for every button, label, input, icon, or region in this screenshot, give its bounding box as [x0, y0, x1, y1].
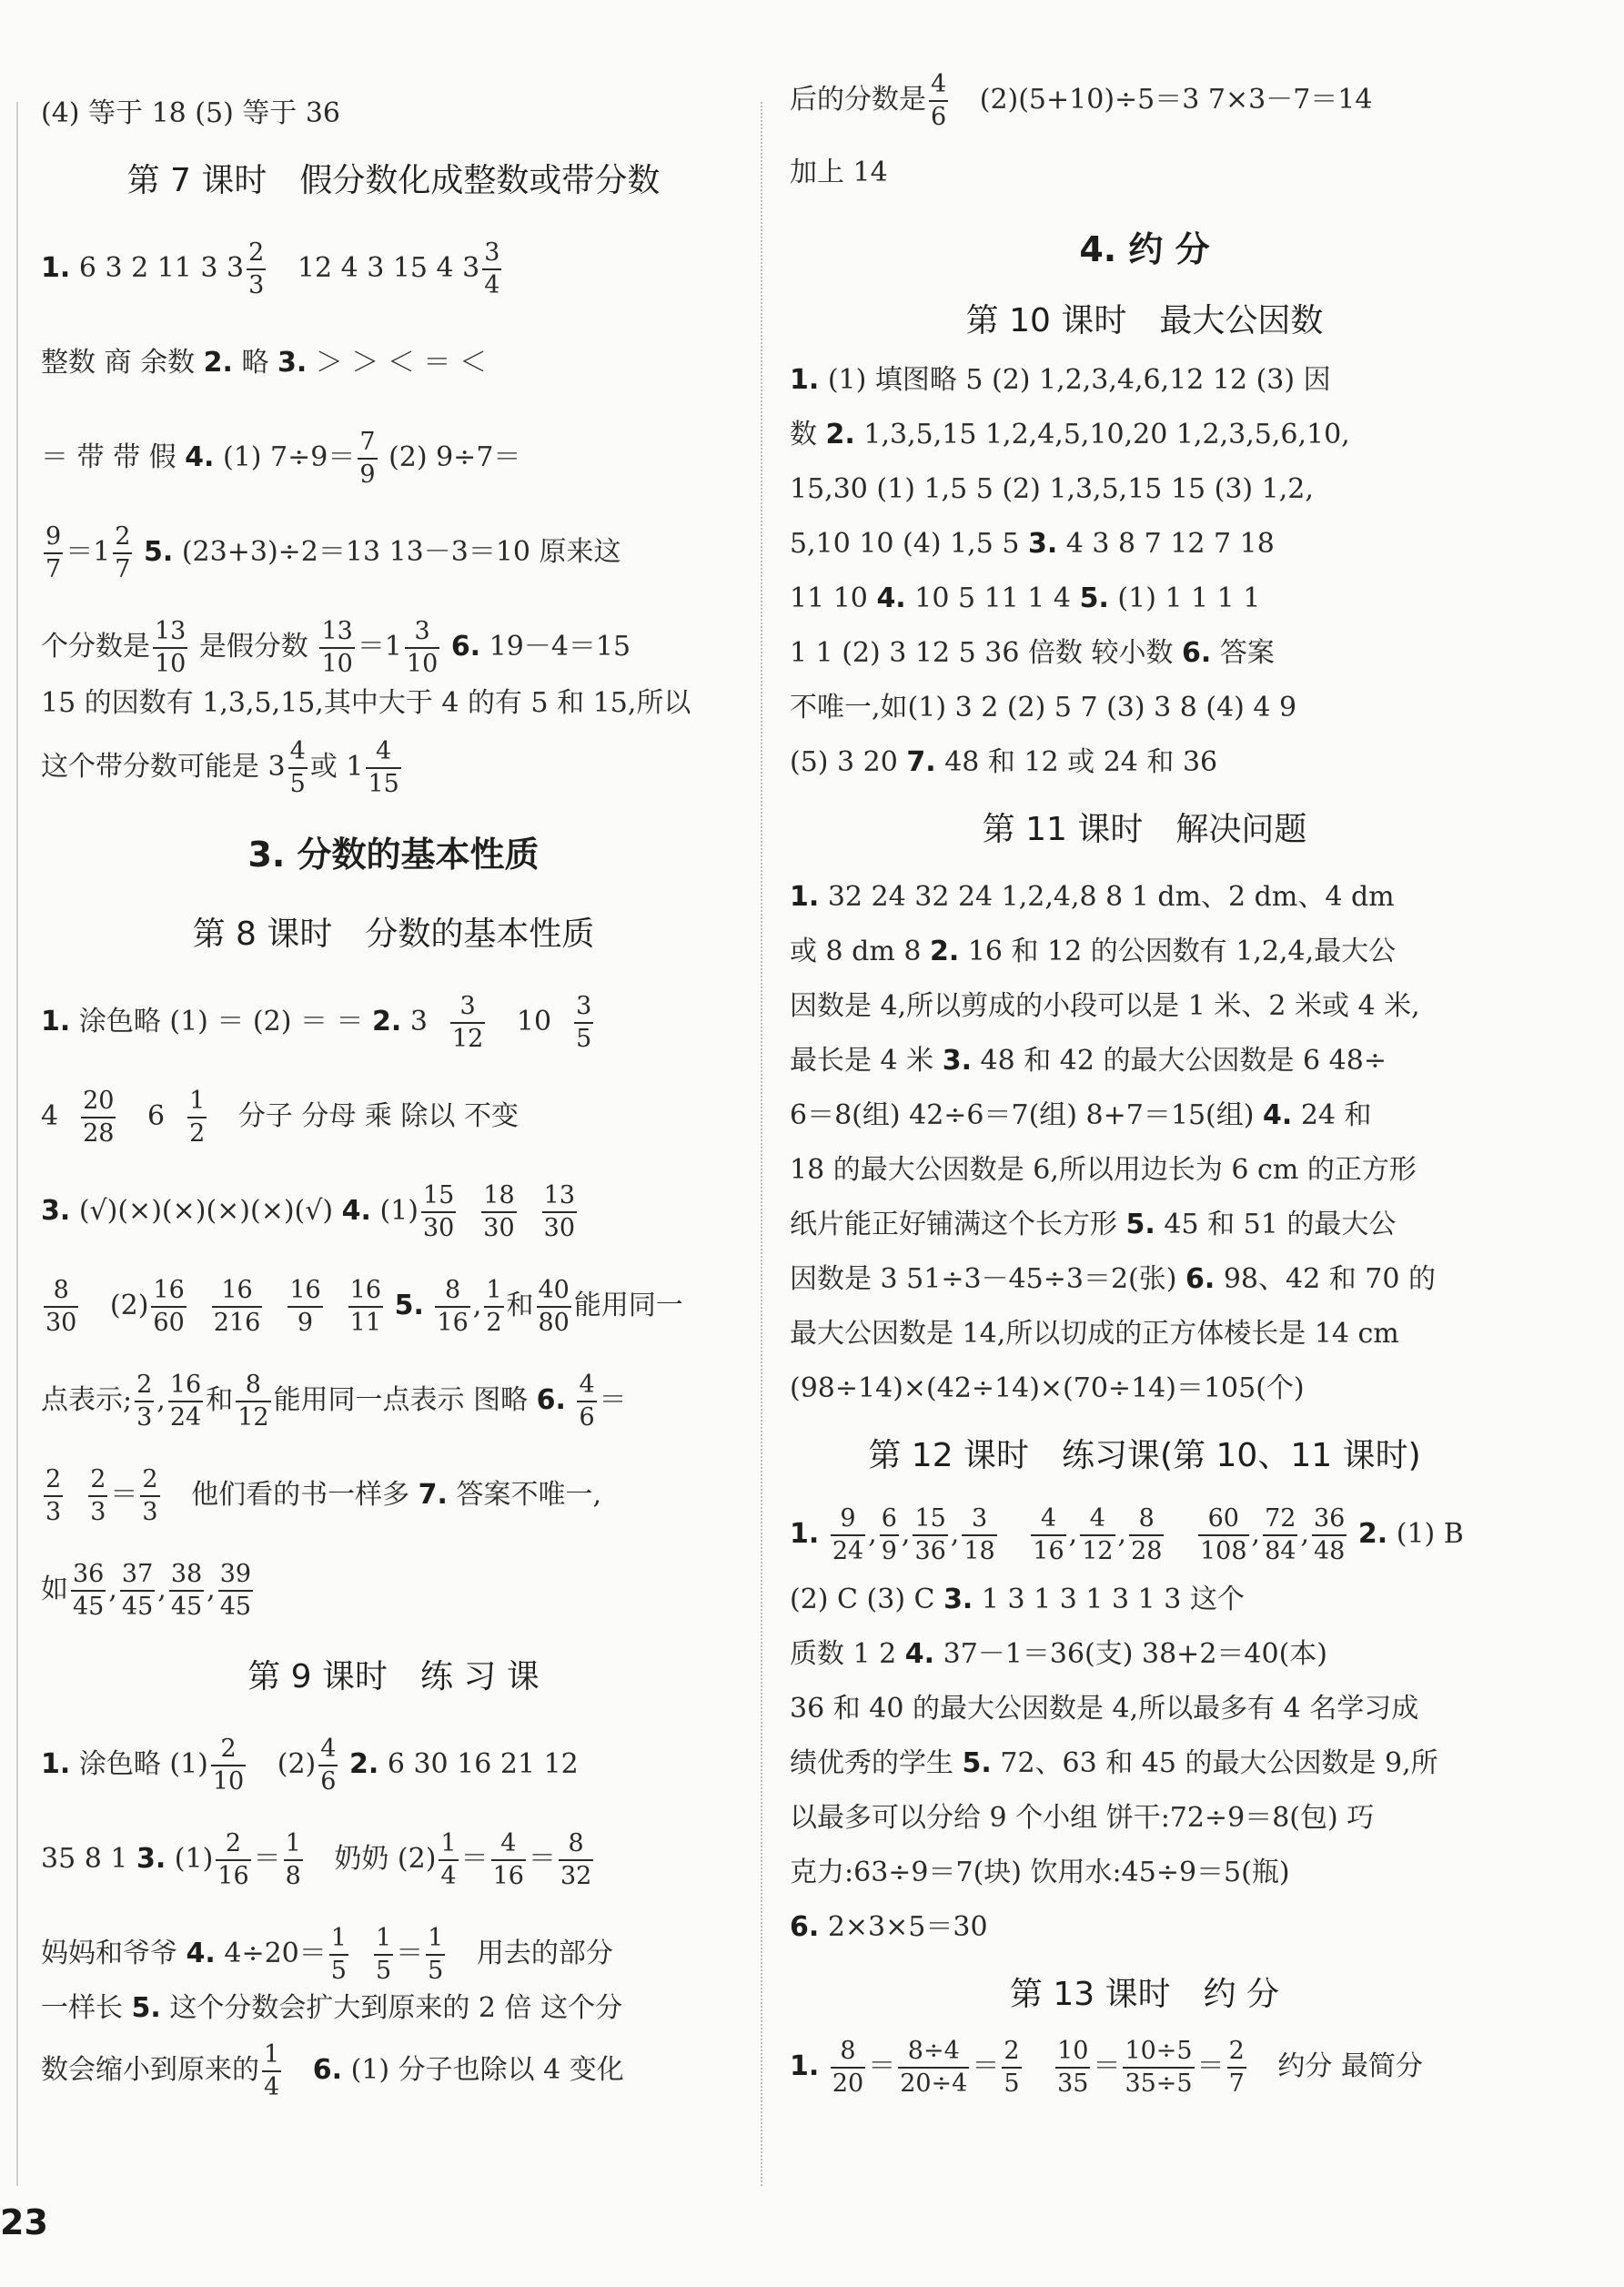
answer-text: 最大公因数是 14,所以切成的正方体棱长是 14 cm — [790, 1318, 1399, 1350]
fraction: $\frac{8\div 4}{20\div 4}$ — [900, 2037, 968, 2098]
answer-text: 整数 商 余数 — [41, 347, 196, 379]
answer-text: 因数是 4,所以剪成的小段可以是 1 米、2 米或 4 米, — [790, 990, 1420, 1022]
answer-text: 涂色略 (1) ＝ (2) ＝ ＝ — [78, 1006, 364, 1037]
fraction: $\frac{16}{24}$ — [169, 1371, 202, 1432]
fraction: $\frac{2}{3}$ — [248, 238, 265, 299]
fraction: $\frac{2}{3}$ — [45, 1465, 62, 1526]
fraction: $\frac{1}{5}$ — [330, 1924, 347, 1985]
fraction: $\frac{13}{10}$ — [155, 617, 187, 678]
answer-text: 10 — [516, 1006, 552, 1037]
answer-text: 24 和 — [1300, 1099, 1372, 1131]
fraction: $\frac{37}{45}$ — [121, 1560, 154, 1621]
item-number: 6. — [450, 631, 481, 663]
fraction: $\frac{2}{7}$ — [115, 522, 131, 583]
left-column — [41, 86, 746, 2118]
answer-text: 分子 分母 乘 除以 不变 — [237, 1100, 519, 1132]
fraction: $\frac{18}{30}$ — [483, 1181, 515, 1242]
item-number: 2. — [203, 347, 233, 379]
fraction: $\frac{1}{2}$ — [189, 1087, 206, 1148]
answer-text: 一样长 — [41, 1992, 123, 2024]
answer-text: 6 30 16 21 12 — [387, 1748, 579, 1780]
fraction: $\frac{38}{45}$ — [170, 1560, 203, 1621]
fraction: $\frac{36}{45}$ — [73, 1560, 105, 1621]
item-number: 2. — [349, 1748, 379, 1780]
item-number: 5. — [131, 1992, 161, 2024]
answer-text: 克力:63÷9＝7(块) 饮用水:45÷9＝5(瓶) — [790, 1857, 1290, 1888]
fraction: $\frac{39}{45}$ — [219, 1560, 252, 1621]
answer-text: (1) 填图略 5 (2) 1,2,3,4,6,12 12 (3) 因 — [827, 364, 1331, 396]
fraction: $\frac{8}{28}$ — [1131, 1504, 1163, 1565]
fraction: $\frac{2}{3}$ — [142, 1465, 158, 1526]
item-number: 2. — [1357, 1518, 1388, 1550]
answer-text: 约分 最简分 — [1277, 2050, 1423, 2082]
item-number: 5. — [962, 1747, 992, 1779]
fraction: $\frac{3}{5}$ — [576, 992, 592, 1053]
answer-text: (2) — [277, 1748, 317, 1780]
fraction: $\frac{15}{36}$ — [914, 1504, 946, 1565]
answer-text: (1) B — [1396, 1518, 1464, 1550]
fraction: $\frac{2}{7}$ — [1228, 2037, 1245, 2098]
fraction: $\frac{6}{9}$ — [881, 1504, 897, 1565]
fraction: $\frac{1}{4}$ — [440, 1829, 457, 1890]
left-margin-rule — [16, 102, 18, 2186]
answer-text: (2) C (3) C — [790, 1584, 935, 1615]
answer-text: (2)(5+10)÷5＝3 7×3－7＝14 — [979, 84, 1373, 116]
item-number: 4. — [1263, 1099, 1293, 1131]
answer-text: (1) 7÷9＝ — [222, 441, 356, 473]
item-number: 6. — [1185, 1263, 1215, 1295]
fraction: $\frac{15}{30}$ — [422, 1181, 455, 1242]
item-number: 3. — [943, 1584, 973, 1615]
answer-text: 能用同一点表示 图略 — [273, 1384, 529, 1416]
answer-text: 15 的因数有 1,3,5,15,其中大于 4 的有 5 和 15,所以 — [41, 687, 691, 719]
answer-text: 因数是 3 51÷3－45÷3＝2(张) — [790, 1263, 1177, 1295]
page-number: 23 — [0, 2202, 48, 2242]
fraction: $\frac{9}{7}$ — [45, 522, 62, 583]
item-number: 3. — [942, 1045, 972, 1077]
section-3-title: 3. 分数的基本性质 — [247, 835, 540, 875]
item-number: 4. — [185, 441, 215, 473]
answer-text: 和 — [206, 1384, 234, 1416]
item-number: 5. — [144, 536, 174, 568]
answer-text: 10 5 11 1 4 — [914, 582, 1072, 614]
fraction: $\frac{1}{8}$ — [285, 1829, 301, 1890]
fraction: $\frac{8}{32}$ — [560, 1829, 592, 1890]
fraction: $\frac{10\div 5}{35\div 5}$ — [1125, 2037, 1193, 2098]
answer-text: 16 和 12 的公因数有 1,2,4,最大公 — [967, 936, 1397, 967]
item-number: 1. — [790, 2050, 820, 2082]
item-number: 2. — [372, 1006, 402, 1037]
item-number: 1. — [790, 364, 820, 396]
answer-text: 3 — [409, 1006, 428, 1037]
answer-text: 4 — [41, 1100, 59, 1132]
fraction: $\frac{16}{60}$ — [153, 1276, 185, 1337]
item-number: 6. — [536, 1384, 566, 1416]
item-number: 5. — [1079, 582, 1109, 614]
answer-text: 36 和 40 的最大公因数是 4,所以最多有 4 名学习成 — [790, 1693, 1419, 1725]
item-number: 1. — [41, 252, 71, 284]
answer-text: 最长是 4 米 — [790, 1045, 934, 1077]
lesson-7-answers-end — [41, 720, 746, 815]
item-number: 6. — [1182, 637, 1212, 669]
item-number: 4. — [876, 582, 906, 614]
answer-text: 涂色略 (1) — [78, 1748, 208, 1780]
answer-text: (1) 分子也除以 4 变化 — [350, 2054, 624, 2086]
lesson-7-title: 第 7 课时 假分数化成整数或带分数 — [126, 162, 661, 199]
answer-text: 6 3 2 11 3 3 — [78, 252, 245, 284]
fraction: $\frac{8}{20}$ — [832, 2037, 864, 2098]
answer-text: 点表示; — [41, 1384, 133, 1416]
prev-answers-cont — [790, 64, 1499, 209]
section-4-title: 4. 约 分 — [1079, 229, 1210, 269]
fraction: $\frac{13}{10}$ — [321, 617, 353, 678]
answer-text: 质数 1 2 — [790, 1638, 897, 1670]
lesson-12-title: 第 12 课时 练习课(第 10、11 课时) — [868, 1437, 1421, 1474]
answer-text: 以最多可以分给 9 个小组 饼干:72÷9＝8(包) 巧 — [790, 1802, 1375, 1834]
answer-text: 这个分数会扩大到原来的 2 倍 这个分 — [169, 1992, 623, 2024]
answer-text: 后的分数是 — [790, 84, 926, 116]
answer-text: 6 — [147, 1100, 166, 1132]
fraction: $\frac{2}{3}$ — [90, 1465, 106, 1526]
item-number: 3. — [136, 1843, 166, 1875]
fraction: $\frac{3}{4}$ — [484, 238, 500, 299]
fraction: $\frac{4}{12}$ — [1082, 1504, 1114, 1565]
answer-text: (23+3)÷2＝13 13－3＝10 原来这 — [181, 536, 621, 568]
answer-text: 加上 14 — [790, 157, 888, 188]
answer-text: 45 和 51 的最大公 — [1164, 1209, 1397, 1240]
fraction: $\frac{4}{15}$ — [368, 737, 399, 798]
answer-text: 5,10 10 (4) 1,5 5 — [790, 528, 1020, 560]
answer-text: (2) 9÷7＝ — [388, 441, 521, 473]
lesson-12-answers: 1. $\frac{9}{24}$ , $\frac{6}{9}$ , $\frac{15}{36}$ , $\frac{3}{18}$ $\frac{4}{16}$ , $\frac{4}{12}$ , $\frac{8}{28}$ $\frac{60}{108}$ , $\frac{72}{84}$ , $\frac{36}{48}$ 2. (1) B (2) C (3) C 3. 1 3 1 3 1 3 1 3 这个 质数 1 2 4. 37－1＝36(支) 38+2＝40(本) 36 和 40 的最大公因数是 4,所以最多有 4 名学习成 绩优秀的学生 5. 72、63 和 45 的最大公因数是 9,所 以最多可以分给 9 个小组 饼干:72÷9＝8(包) 巧 克力:63÷9＝7(块) 饮用水:45÷9＝5(瓶) 6. 2×3×5＝30 — [790, 1504, 1464, 1943]
answer-text: 略 — [241, 347, 269, 379]
answer-text: 48 和 12 或 24 和 36 — [944, 746, 1218, 778]
answer-text: 15,30 (1) 1,5 5 (2) 1,3,5,15 15 (3) 1,2, — [790, 473, 1314, 505]
item-number: 7. — [418, 1479, 448, 1511]
answer-text: 是假分数 — [198, 631, 308, 663]
lesson-13-answers: 1. $\frac{8}{20}$ ＝ $\frac{8\div 4}{20\div 4}$ ＝ $\frac{2}{5}$ $\frac{10}{35}$ ＝ $\frac{10\div 5}{35\div 5}$ ＝ $\frac{2}{7}$ 约分 最简分 — [790, 2037, 1423, 2098]
answer-text: 48 和 42 的最大公因数是 6 48÷ — [980, 1045, 1387, 1077]
answer-text: (√)(×)(×)(×)(×)(√) — [78, 1195, 334, 1227]
answer-text: 2×3×5＝30 — [827, 1911, 988, 1943]
fraction: $\frac{16}{216}$ — [213, 1276, 261, 1337]
fraction: $\frac{3}{18}$ — [963, 1504, 995, 1565]
fraction: $\frac{8}{16}$ — [437, 1276, 469, 1337]
item-number: 1. — [41, 1748, 71, 1780]
item-number: 6. — [312, 2054, 343, 2086]
answer-text: 32 24 32 24 1,2,4,8 8 1 dm、2 dm、4 dm — [827, 881, 1395, 913]
answer-text: 不唯一,如(1) 3 2 (2) 5 7 (3) 3 8 (4) 4 9 — [790, 692, 1297, 724]
answer-text: 1 1 (2) 3 12 5 36 倍数 较小数 — [790, 637, 1174, 669]
fraction: $\frac{4}{6}$ — [320, 1735, 337, 1796]
fraction: $\frac{1}{5}$ — [375, 1924, 392, 1985]
lesson-13-title: 第 13 课时 约 分 — [1009, 1976, 1280, 2013]
item-number: 4. — [186, 1938, 216, 1969]
fraction: $\frac{4}{5}$ — [289, 737, 306, 798]
answer-text: 答案不唯一, — [456, 1479, 602, 1511]
fraction: $\frac{60}{108}$ — [1200, 1504, 1247, 1565]
answer-text: 如 — [41, 1574, 68, 1605]
fraction: $\frac{13}{30}$ — [543, 1181, 576, 1242]
item-number: 4. — [341, 1195, 371, 1227]
item-number: 4. — [904, 1638, 935, 1670]
answer-text: 4÷20＝ — [224, 1938, 327, 1969]
fraction: $\frac{8}{12}$ — [237, 1371, 269, 1432]
answer-text: 纸片能正好铺满这个长方形 — [790, 1209, 1117, 1240]
fraction: $\frac{4}{6}$ — [931, 70, 947, 131]
item-number: 1. — [790, 1518, 820, 1550]
fraction: $\frac{72}{84}$ — [1265, 1504, 1296, 1565]
answer-text: 答案 — [1219, 637, 1275, 669]
answer-text: 19－4＝15 — [489, 631, 631, 663]
lesson-9-answers: 1. 涂色略 (1) $\frac{2}{10}$ (2) $\frac{4}{6}$ 2. 6 30 16 21 12 35 8 1 3. (1) $\frac{2}{16}$ ＝ $\frac{1}{8}$ 奶奶 (2) $\frac{1}{4}$ ＝ $\frac{4}{16}$ ＝ $\frac{8}{32}$ 妈妈和爷爷 4. 4÷20＝ $\frac{1}{5}$ $\frac{1}{5}$ ＝ $\frac{1}{5}$ 用去的部分 — [41, 1735, 613, 1985]
fraction: $\frac{10}{35}$ — [1057, 2037, 1089, 2098]
fraction: $\frac{16}{11}$ — [349, 1276, 382, 1337]
fraction: $\frac{4}{6}$ — [579, 1371, 595, 1432]
item-number: 1. — [41, 1006, 71, 1037]
answer-text: 1 3 1 3 1 3 1 3 这个 — [981, 1584, 1245, 1615]
answer-text: 6＝8(组) 42÷6＝7(组) 8+7＝15(组) — [790, 1099, 1255, 1131]
lesson-8-answers: 1. 涂色略 (1) ＝ (2) ＝ ＝ 2. 3 $\frac{3}{12}$ 10 $\frac{3}{5}$ 4 $\frac{20}{28}$ 6 $\frac{1}{2}$ 分子 分母 乘 除以 不变 3. (√)(×)(×)(×)(×)(√) 4. (1) $\frac{15}{30}$ $\frac{18}{30}$ $\frac{13}{30}$ $\frac{8}{30}$ (2) $\frac{16}{60}$ $\frac{16}{216}$ $\frac{16}{9}$ $\frac{16}{11}$ 5. $\frac{8}{16}$ , $\frac{1}{2}$ 和 $\frac{40}{80}$ 能用同一 点表示; $\frac{2}{3}$ , $\frac{16}{24}$ 和 $\frac{8}{12}$ 能用同一点表示 图略 6. $\frac{4}{6}$ ＝ $\frac{2}{3}$ $\frac{2}{3}$ ＝ $\frac{2}{3}$ 他们看的书一样多 7. 答案不唯一, 如 $\frac{36}{45}$ , $\frac{37}{45}$ , $\frac{38}{45}$ , $\frac{39}{45}$ — [41, 992, 683, 1621]
item-number: 6. — [790, 1911, 820, 1943]
answer-text: ＞ ＞ ＜ ＝ ＜ — [315, 347, 487, 379]
fraction: $\frac{1}{4}$ — [264, 2040, 280, 2101]
fraction: $\frac{3}{10}$ — [406, 617, 439, 678]
answer-text: 37－1＝36(支) 38+2＝40(本) — [943, 1638, 1327, 1670]
answer-text: 和 — [506, 1290, 534, 1321]
answer-text: 4 3 8 7 12 7 18 — [1065, 528, 1275, 560]
fraction: $\frac{2}{5}$ — [1004, 2037, 1020, 2098]
answer-text: 奶奶 (2) — [334, 1843, 437, 1875]
fraction: $\frac{2}{10}$ — [212, 1735, 245, 1796]
lesson-10-title: 第 10 课时 最大公因数 — [965, 302, 1324, 339]
fraction: $\frac{7}{9}$ — [359, 428, 376, 489]
answer-text: 35 8 1 — [41, 1843, 128, 1875]
answer-text: 绩优秀的学生 — [790, 1747, 953, 1779]
lesson-8-title: 第 8 课时 分数的基本性质 — [192, 916, 595, 953]
answer-text: 1,3,5,15 1,2,4,5,10,20 1,2,3,5,6,10, — [863, 419, 1350, 450]
fraction: $\frac{1}{2}$ — [486, 1276, 502, 1337]
fraction: $\frac{20}{28}$ — [83, 1087, 115, 1148]
fraction: $\frac{36}{48}$ — [1314, 1504, 1346, 1565]
answer-text: ＝1 — [357, 631, 402, 663]
answer-text: (5) 3 20 — [790, 746, 898, 778]
answer-text: 或 8 dm 8 — [790, 936, 922, 967]
answer-text: 11 10 — [790, 582, 868, 614]
answer-text: 这个带分数可能是 3 — [41, 751, 286, 783]
fraction: $\frac{40}{80}$ — [538, 1276, 570, 1337]
fraction: $\frac{8}{30}$ — [45, 1276, 77, 1337]
item-number: 3. — [1027, 528, 1058, 560]
answer-text: ＝ 带 带 假 — [41, 441, 177, 473]
answer-text: 数会缩小到原来的 — [41, 2054, 259, 2086]
answer-text: 98、42 和 70 的 — [1223, 1263, 1436, 1295]
answer-text: (1) — [379, 1195, 419, 1227]
answer-text: 他们看的书一样多 — [191, 1479, 410, 1511]
lesson-9-answers-end — [41, 2023, 746, 2118]
item-number: 5. — [394, 1290, 424, 1321]
fraction: $\frac{16}{9}$ — [289, 1276, 321, 1337]
answer-text: (1) — [174, 1843, 214, 1875]
right-column — [790, 64, 1499, 2100]
lesson-9-title: 第 9 课时 练 习 课 — [247, 1658, 540, 1695]
lesson-11-title: 第 11 课时 解决问题 — [982, 811, 1307, 848]
answer-text: 用去的部分 — [476, 1938, 613, 1969]
answer-text: 个分数是 — [41, 631, 150, 663]
answer-text: 18 的最大公因数是 6,所以用边长为 6 cm 的正方形 — [790, 1154, 1417, 1186]
answer-text: 妈妈和爷爷 — [41, 1938, 177, 1969]
answer-text: (1) 1 1 1 1 — [1117, 582, 1261, 614]
answer-text: ＝1 — [66, 536, 111, 568]
fraction: $\frac{4}{16}$ — [1033, 1504, 1064, 1565]
fraction: $\frac{9}{24}$ — [832, 1504, 864, 1565]
lesson-10-answers — [790, 353, 1499, 790]
item-number: 3. — [277, 347, 308, 379]
item-number: 7. — [906, 746, 936, 778]
fraction: $\frac{2}{16}$ — [217, 1829, 249, 1890]
fraction: $\frac{1}{5}$ — [428, 1924, 444, 1985]
answer-text: 12 4 3 15 4 3 — [297, 252, 480, 284]
answer-text: 数 — [790, 419, 817, 450]
column-divider — [761, 102, 762, 2186]
item-number: 2. — [929, 936, 960, 967]
item-number: 3. — [41, 1195, 71, 1227]
fraction: $\frac{4}{16}$ — [492, 1829, 524, 1890]
fraction: $\frac{3}{12}$ — [451, 992, 484, 1053]
answer-text: 能用同一 — [573, 1290, 683, 1321]
lesson-11-answers — [790, 870, 1499, 1416]
lesson-7-answers — [41, 221, 746, 694]
intro-line: (4) 等于 18 (5) 等于 36 — [41, 97, 341, 129]
answer-text: 或 1 — [309, 751, 364, 783]
item-number: 5. — [1125, 1209, 1155, 1240]
answer-text: (2) — [109, 1290, 149, 1321]
item-number: 1. — [790, 881, 820, 913]
answer-text: (98÷14)×(42÷14)×(70÷14)＝105(个) — [790, 1372, 1305, 1404]
item-number: 2. — [825, 419, 855, 450]
answer-text: 72、63 和 45 的最大公因数是 9,所 — [1000, 1747, 1438, 1779]
fraction: $\frac{2}{3}$ — [136, 1371, 153, 1432]
